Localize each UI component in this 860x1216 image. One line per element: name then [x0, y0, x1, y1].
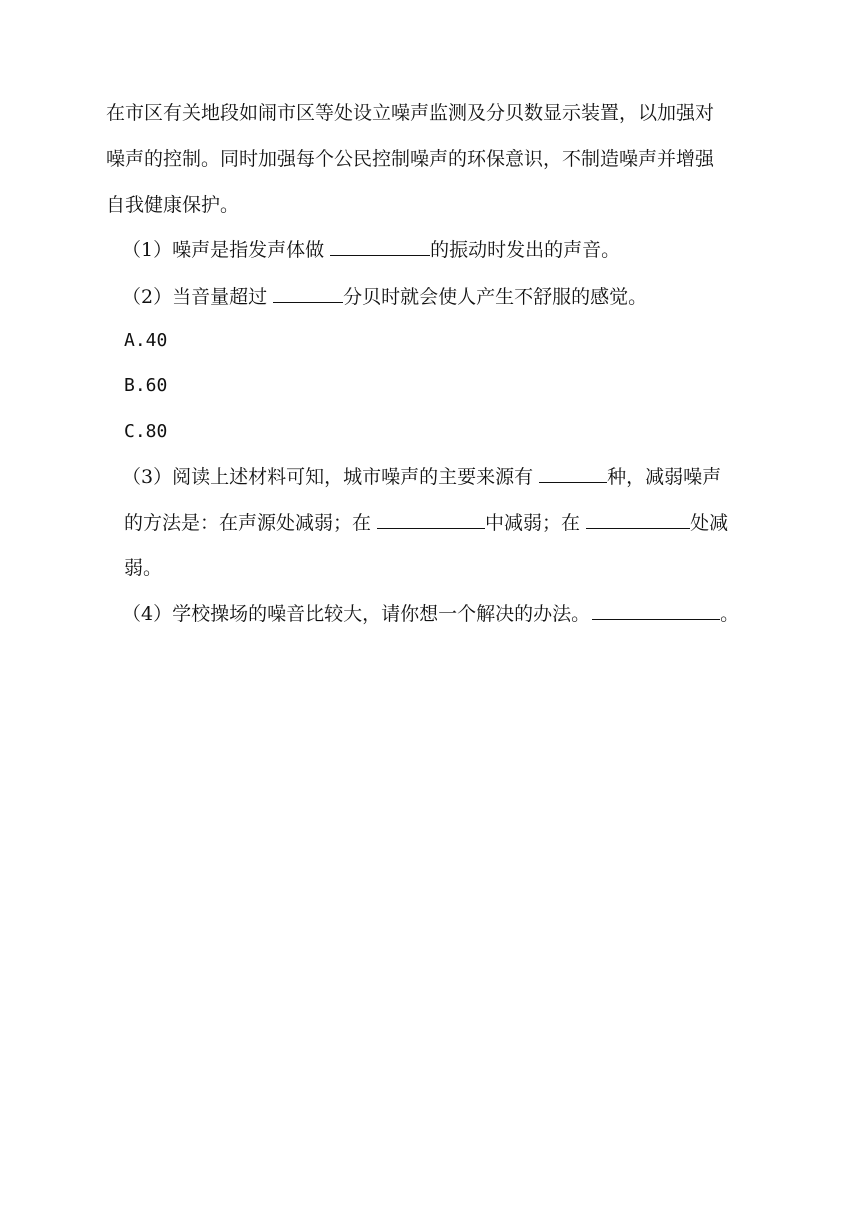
answer-blank-2[interactable] [273, 284, 343, 303]
answer-blank-3b[interactable] [377, 510, 485, 529]
question-1 [122, 237, 620, 262]
answer-blank-3a[interactable] [539, 464, 607, 483]
option-a: A.40 [124, 330, 168, 351]
question-4-suffix: 。 [720, 603, 740, 625]
question-3-line-1 [122, 464, 721, 489]
question-3-line-2 [124, 510, 728, 535]
intro-line-1: 在市区有关地段如闹市区等处设立噪声监测及分贝数显示装置，以加强对 [106, 102, 715, 124]
question-2 [122, 284, 647, 309]
answer-blank-3c[interactable] [586, 510, 690, 529]
question-2-prefix: （2）当音量超过 [122, 286, 274, 308]
answer-blank-4[interactable] [592, 601, 720, 620]
question-3-part-4: 中减弱；在 [485, 512, 587, 534]
intro-line-2: 噪声的控制。同时加强每个公民控制噪声的环保意识，不制造噪声并增强 [106, 148, 715, 170]
question-1-prefix: （1）噪声是指发声体做 [122, 239, 331, 261]
option-b: B.60 [124, 375, 168, 396]
question-3-part-5: 处减 [690, 512, 729, 534]
answer-blank-1[interactable] [330, 237, 430, 256]
question-3-part-3: 的方法是：在声源处减弱；在 [124, 512, 378, 534]
question-1-suffix: 的振动时发出的声音。 [430, 239, 621, 261]
question-2-suffix: 分贝时就会使人产生不舒服的感觉。 [343, 286, 648, 308]
question-4 [122, 601, 739, 626]
option-c: C.80 [124, 421, 168, 442]
question-3-part-1: （3）阅读上述材料可知，城市噪声的主要来源有 [122, 466, 540, 488]
intro-line-3: 自我健康保护。 [106, 194, 240, 216]
question-3-part-2: 种，减弱噪声 [607, 466, 722, 488]
question-4-prefix: （4）学校操场的噪音比较大，请你想一个解决的办法。 [122, 603, 591, 625]
question-3-line-3: 弱。 [124, 557, 163, 579]
